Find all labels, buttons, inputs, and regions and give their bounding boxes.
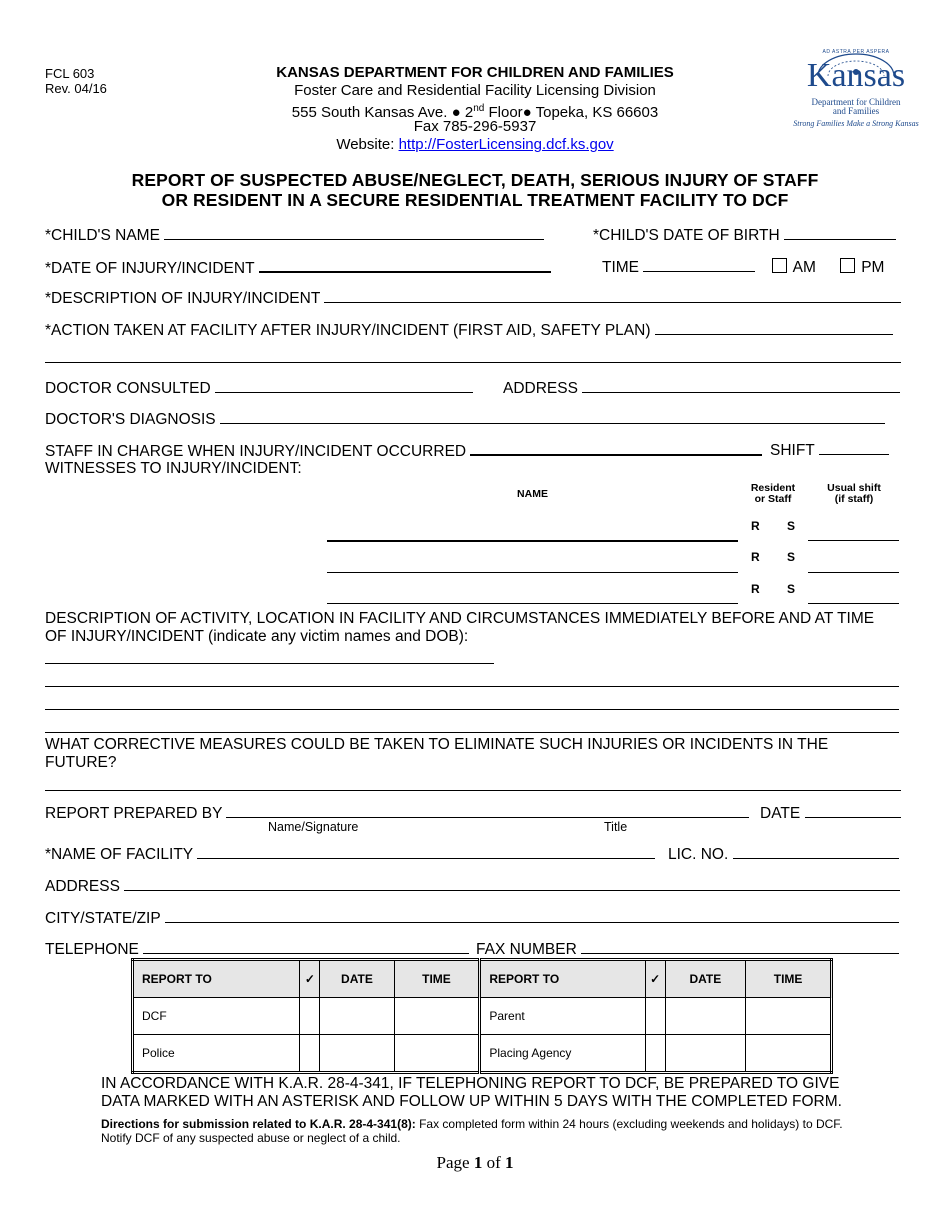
police-date-cell[interactable]	[320, 1035, 394, 1073]
kansas-dcf-logo	[788, 50, 924, 132]
report-to-dcf: DCF	[133, 998, 300, 1035]
report-to-header-2: REPORT TO	[480, 960, 645, 998]
report-to-police: Police	[133, 1035, 300, 1073]
child-dob-row	[593, 224, 896, 245]
directions-text: Fax completed form within 24 hours (excluding weekends and holidays) to DCF.	[415, 1117, 843, 1131]
report-title-line-1: REPORT OF SUSPECTED ABUSE/NEGLECT, DEATH, SERIOUS INJURY OF STAFF	[131, 170, 819, 190]
page-number	[375, 1153, 575, 1173]
witness-3-resident-option[interactable]: R	[751, 582, 760, 596]
pm-label: PM	[861, 259, 885, 276]
date-incident-row	[45, 256, 551, 278]
telephone-label: TELEPHONE	[45, 941, 139, 958]
corrective-question-line-1: WHAT CORRECTIVE MEASURES COULD BE TAKEN TO ELIMINATE SUCH INJURIES OR INCIDENTS IN THE	[45, 736, 829, 753]
witness-resident-header	[740, 483, 806, 505]
activity-answer-line-2[interactable]	[45, 686, 899, 687]
pm-checkbox[interactable]	[840, 258, 855, 273]
prepared-date-row	[760, 802, 901, 823]
facility-address-label: ADDRESS	[45, 878, 120, 895]
time-label: TIME	[602, 259, 640, 276]
fax-number-field[interactable]	[581, 938, 899, 954]
activity-answer-line-3[interactable]	[45, 709, 899, 710]
license-number-label: LIC. NO.	[668, 846, 729, 863]
doctor-diagnosis-row	[45, 408, 885, 429]
placing-agency-date-cell[interactable]	[665, 1035, 746, 1073]
form-code: FCL 603	[45, 66, 95, 81]
resident-header-line-1: Resident	[750, 482, 796, 494]
staff-in-charge-row	[45, 439, 762, 461]
witness-3-name-line[interactable]	[327, 603, 738, 604]
license-number-row	[668, 843, 899, 864]
witness-1-resident-option[interactable]: R	[751, 519, 760, 533]
notice-line-1: IN ACCORDANCE WITH K.A.R. 28-4-341, IF TELEPHONING REPORT TO DCF, BE PREPARED TO GIVE	[101, 1075, 840, 1092]
am-checkbox[interactable]	[772, 258, 787, 273]
activity-question-line-2: OF INJURY/INCIDENT (indicate any victim names and DOB):	[45, 628, 469, 645]
witness-name-header: NAME	[517, 488, 548, 500]
time-header-2: TIME	[746, 960, 832, 998]
prepared-date-field[interactable]	[805, 802, 901, 818]
child-name-label: *CHILD'S NAME	[45, 227, 160, 244]
facility-address-field[interactable]	[124, 875, 900, 891]
logo-dept-2: and Families	[832, 106, 880, 116]
report-to-parent: Parent	[480, 998, 645, 1035]
report-title-line-2: OR RESIDENT IN A SECURE RESIDENTIAL TREATMENT FACILITY TO DCF	[161, 190, 789, 210]
shift-field[interactable]	[819, 439, 889, 455]
corrective-answer-line[interactable]	[45, 790, 901, 791]
action-taken-line-2[interactable]	[45, 362, 901, 363]
doctor-consulted-label: DOCTOR CONSULTED	[45, 380, 211, 397]
doctor-consulted-field[interactable]	[215, 377, 473, 393]
parent-time-cell[interactable]	[746, 998, 832, 1035]
prepared-date-label: DATE	[760, 805, 801, 822]
police-check-cell[interactable]	[300, 1035, 320, 1073]
fax-number-label: FAX NUMBER	[476, 941, 577, 958]
child-dob-field[interactable]	[784, 224, 896, 240]
report-to-table	[131, 958, 833, 1074]
city-state-zip-row	[45, 907, 899, 928]
parent-check-cell[interactable]	[645, 998, 665, 1035]
police-time-cell[interactable]	[394, 1035, 480, 1073]
witness-usual-shift-header	[815, 483, 893, 505]
witness-3-shift-line[interactable]	[808, 603, 899, 604]
telephone-row	[45, 938, 469, 959]
witness-2-name-line[interactable]	[327, 572, 738, 573]
report-to-placing-agency: Placing Agency	[480, 1035, 645, 1073]
witness-1-name-line[interactable]	[327, 540, 738, 542]
directions-line-2: Notify DCF of any suspected abuse or neglect of a child.	[101, 1131, 401, 1145]
description-row	[45, 287, 901, 308]
date-incident-label: *DATE OF INJURY/INCIDENT	[45, 260, 255, 277]
facility-name-label: *NAME OF FACILITY	[45, 846, 193, 863]
date-header: DATE	[320, 960, 394, 998]
usual-shift-header-line-1: Usual shift	[827, 482, 881, 494]
fax-number-row	[476, 938, 899, 959]
dcf-check-cell[interactable]	[300, 998, 320, 1035]
child-name-field[interactable]	[164, 224, 544, 240]
placing-agency-time-cell[interactable]	[746, 1035, 832, 1073]
agency-fax: Fax 785-296-5937	[413, 118, 537, 135]
witness-1-staff-option[interactable]: S	[787, 519, 796, 533]
action-taken-field[interactable]	[655, 319, 893, 335]
table-row	[133, 1035, 832, 1073]
witness-2-shift-line[interactable]	[808, 572, 899, 573]
telephone-field[interactable]	[143, 938, 469, 954]
resident-header-line-2: or Staff	[754, 493, 792, 505]
doctor-consulted-row	[45, 377, 473, 398]
date-header-2: DATE	[665, 960, 746, 998]
doctor-diagnosis-field[interactable]	[220, 408, 885, 424]
time-row	[602, 256, 884, 277]
doctor-address-row	[503, 377, 900, 398]
witness-2-staff-option[interactable]: S	[787, 550, 796, 564]
description-field[interactable]	[324, 287, 901, 303]
agency-name: KANSAS DEPARTMENT FOR CHILDREN AND FAMILIES	[276, 64, 674, 81]
parent-date-cell[interactable]	[665, 998, 746, 1035]
witness-2-resident-option[interactable]: R	[751, 550, 760, 564]
time-field[interactable]	[643, 256, 755, 272]
staff-in-charge-label: STAFF IN CHARGE WHEN INJURY/INCIDENT OCCURRED	[45, 443, 467, 460]
staff-in-charge-field[interactable]	[470, 439, 762, 456]
facility-address-row	[45, 875, 900, 896]
report-table-header-row	[133, 960, 832, 998]
witness-3-staff-option[interactable]: S	[787, 582, 796, 596]
form-revision: Rev. 04/16	[45, 81, 107, 96]
page-prefix: Page	[436, 1153, 474, 1172]
usual-shift-header-line-2: (if staff)	[834, 493, 874, 505]
dcf-time-cell[interactable]	[394, 998, 480, 1035]
agency-address: 555 South Kansas Ave. ● 2nd Floor● Topeka, KS 66603	[291, 103, 659, 121]
child-dob-label: *CHILD'S DATE OF BIRTH	[593, 227, 780, 244]
facility-name-row	[45, 843, 655, 864]
table-row	[133, 998, 832, 1035]
doctor-diagnosis-label: DOCTOR'S DIAGNOSIS	[45, 411, 216, 428]
directions-heading: Directions for submission related to K.A.R. 28-4-341(8):	[101, 1117, 416, 1131]
activity-question-line-1: DESCRIPTION OF ACTIVITY, LOCATION IN FACILITY AND CIRCUMSTANCES IMMEDIATELY BEFORE AND AT TIME	[45, 610, 875, 627]
website-label: Website:	[336, 136, 399, 153]
doctor-address-field[interactable]	[582, 377, 900, 393]
report-to-header: REPORT TO	[133, 960, 300, 998]
city-state-zip-field[interactable]	[165, 907, 899, 923]
date-incident-field[interactable]	[259, 256, 551, 273]
check-header: ✓	[300, 960, 320, 998]
placing-agency-check-cell[interactable]	[645, 1035, 665, 1073]
license-number-field[interactable]	[733, 843, 899, 859]
prepared-name-caption: Name/Signature	[268, 820, 359, 834]
website-link[interactable]: http://FosterLicensing.dcf.ks.gov	[398, 136, 614, 153]
child-name-row	[45, 224, 544, 245]
facility-name-field[interactable]	[197, 843, 655, 859]
logo-tagline: Strong Families Make a Strong Kansas	[793, 119, 919, 128]
notice-line-2: DATA MARKED WITH AN ASTERISK AND FOLLOW UP WITHIN 5 DAYS WITH THE COMPLETED FORM.	[101, 1093, 842, 1110]
activity-answer-line-1[interactable]	[45, 663, 494, 664]
directions-line-1	[101, 1117, 843, 1131]
city-state-zip-label: CITY/STATE/ZIP	[45, 910, 161, 927]
shift-label: SHIFT	[770, 442, 815, 459]
action-taken-label: *ACTION TAKEN AT FACILITY AFTER INJURY/INCIDENT (FIRST AID, SAFETY PLAN)	[45, 322, 651, 339]
page-of: of	[482, 1153, 505, 1172]
prepared-by-field[interactable]	[226, 802, 749, 818]
agency-division: Foster Care and Residential Facility Licensing Division	[294, 82, 656, 99]
prepared-title-caption: Title	[604, 820, 628, 834]
page-total: 1	[504, 1153, 514, 1172]
prepared-by-row	[45, 802, 749, 823]
shift-row	[770, 439, 889, 460]
prepared-by-label: REPORT PREPARED BY	[45, 805, 223, 822]
action-taken-row	[45, 319, 893, 340]
activity-answer-line-4[interactable]	[45, 732, 899, 733]
doctor-address-label: ADDRESS	[503, 380, 578, 397]
logo-dept: Department for Children	[811, 97, 901, 107]
witnesses-label: WITNESSES TO INJURY/INCIDENT:	[45, 460, 302, 477]
corrective-question-line-2: FUTURE?	[45, 754, 117, 771]
logo-wordmark: Kansas	[806, 57, 906, 94]
time-header: TIME	[394, 960, 480, 998]
witness-1-shift-line[interactable]	[808, 540, 899, 541]
logo-motto: AD ASTRA PER ASPERA	[822, 49, 890, 55]
agency-website	[175, 136, 775, 154]
page-current: 1	[473, 1153, 483, 1172]
dcf-date-cell[interactable]	[320, 998, 394, 1035]
check-header-2: ✓	[645, 960, 665, 998]
description-label: *DESCRIPTION OF INJURY/INCIDENT	[45, 290, 321, 307]
am-label: AM	[792, 259, 816, 276]
